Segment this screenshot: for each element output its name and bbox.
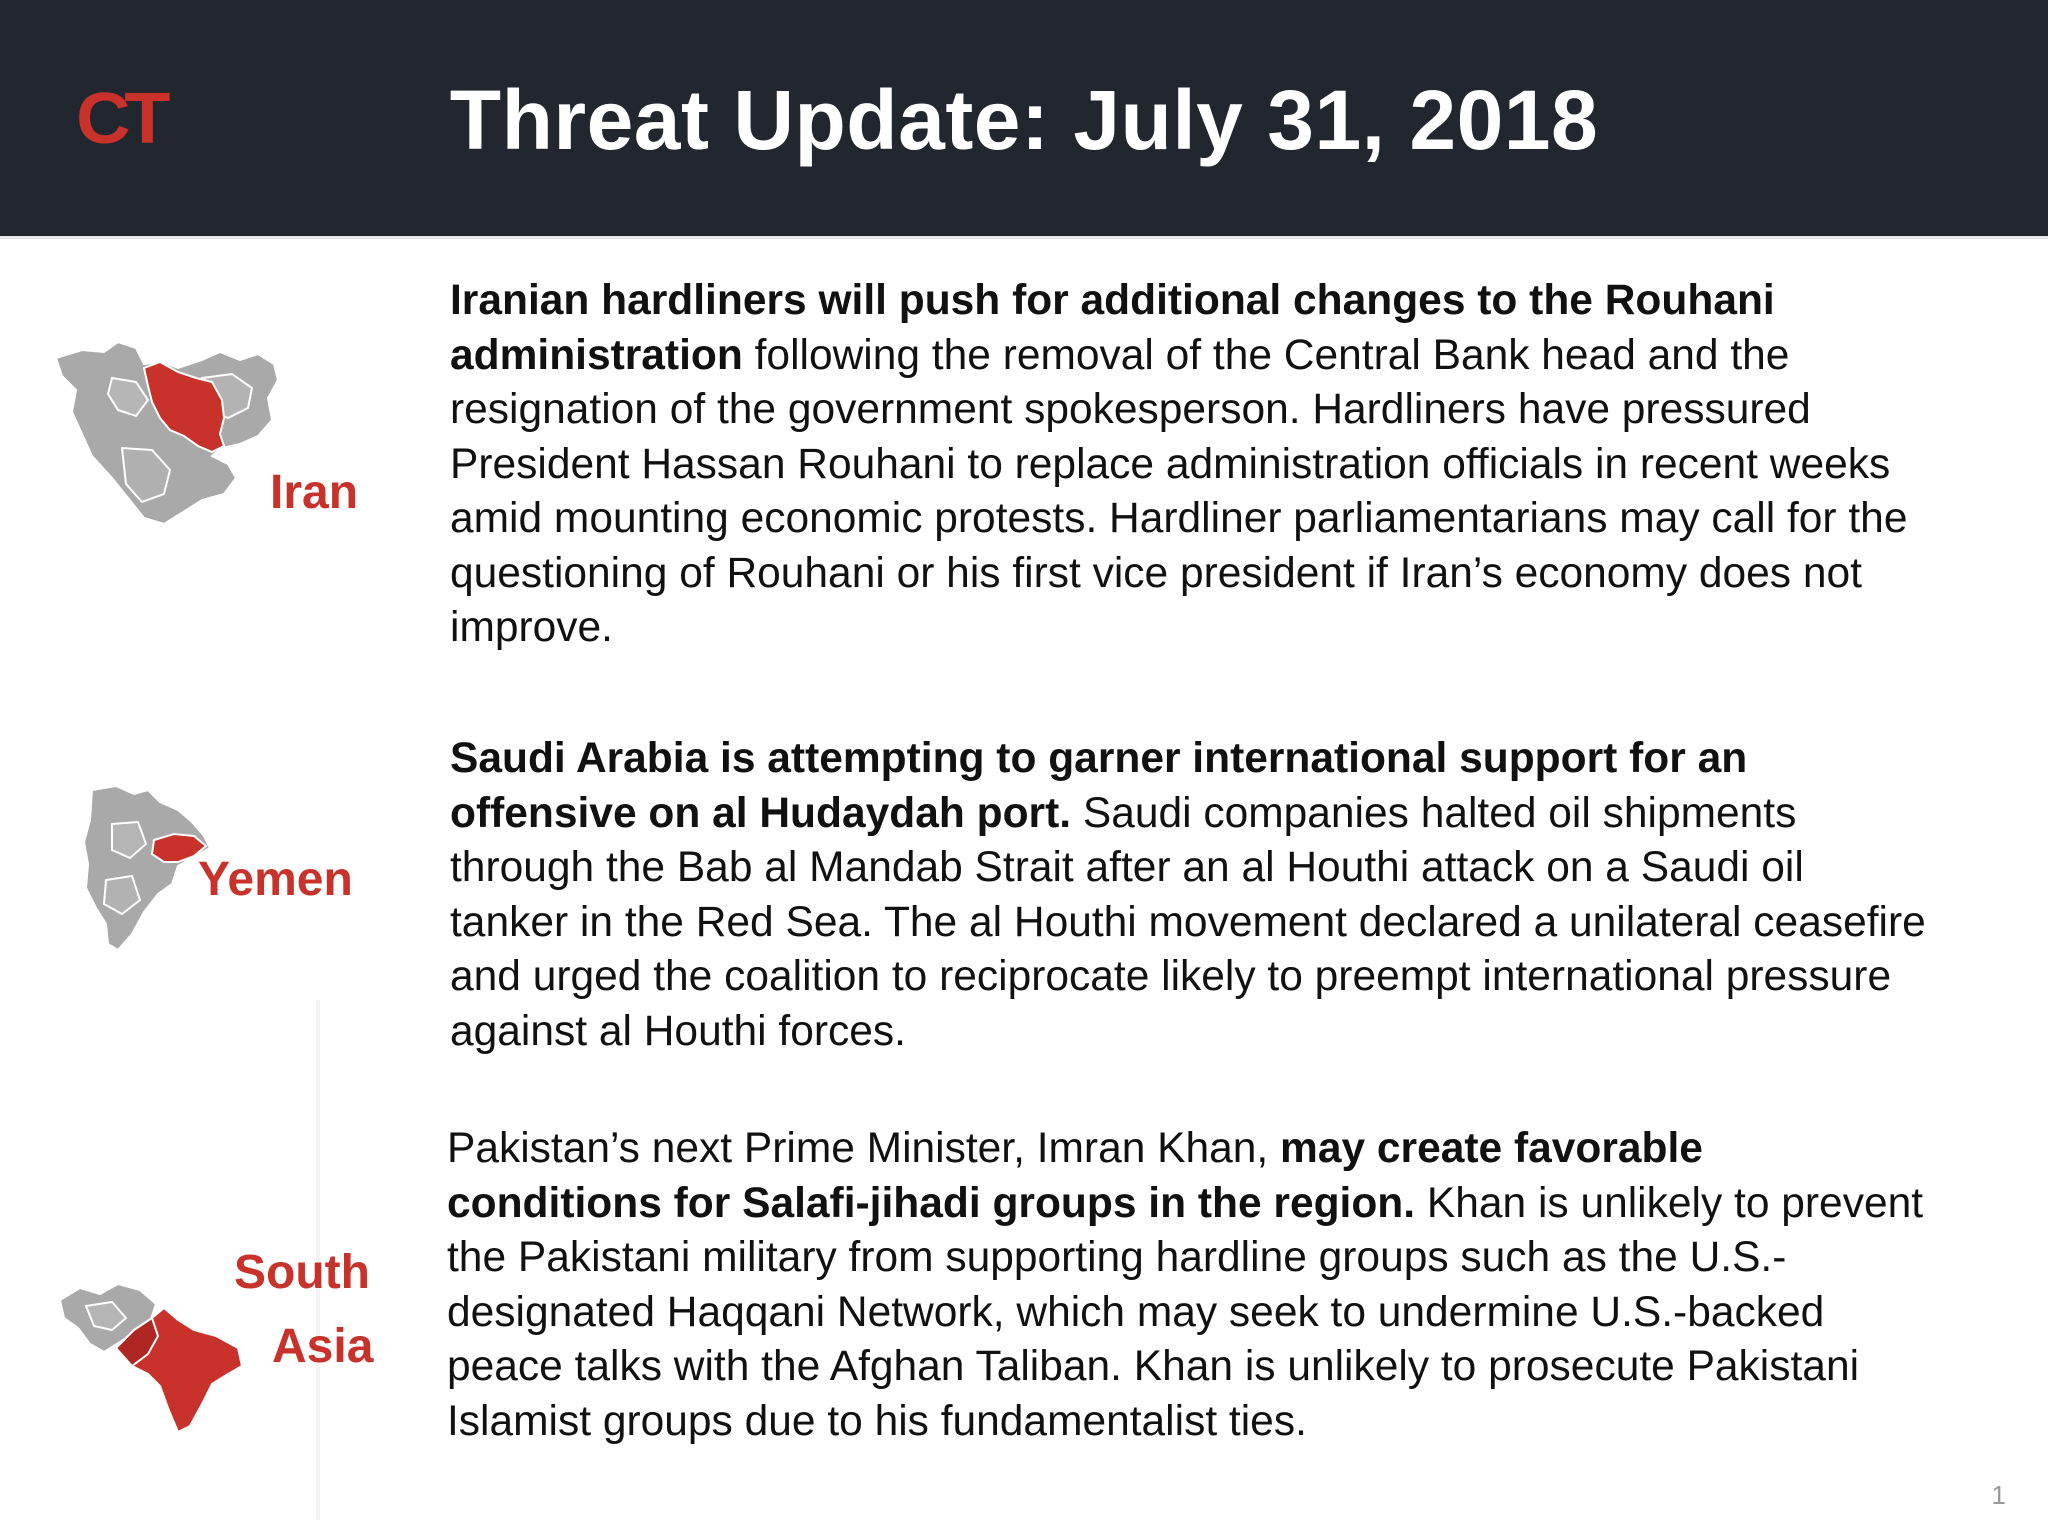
south-asia-bold: may create favorable conditions for Salafi-jihadi groups in the region. bbox=[447, 1125, 1703, 1227]
header-bar bbox=[0, 0, 2048, 236]
yemen-bold-lead: Saudi Arabia is attempting to garner international support for an offensive on al Hudaydah port. bbox=[450, 735, 1748, 837]
page-number: 1 bbox=[1991, 1480, 2006, 1510]
section-text-south-asia bbox=[447, 1122, 1927, 1449]
region-label-asia: Asia bbox=[272, 1320, 374, 1373]
south-asia-intro: Pakistan’s next Prime Minister, Imran Khan, bbox=[447, 1125, 1281, 1172]
page-title: Threat Update: July 31, 2018 bbox=[449, 73, 1599, 167]
iran-body: following the removal of the Central Bank head and the resignation of the government spokesperson. Hardliners have pressured President Hassan Rouhani to replace administration officials in recent weeks amid mounting economic protests. Hardliner parliamentarians may call for the questioning of Rouhani or his first vice president if Iran’s economy does not improve. bbox=[450, 331, 1908, 651]
region-label-yemen: Yemen bbox=[198, 853, 353, 906]
section-text-iran bbox=[450, 274, 1930, 656]
logo-text: CT bbox=[76, 79, 165, 159]
south-asia-map-highlight-icon bbox=[56, 1270, 256, 1440]
iran-bold-lead: Iranian hardliners will push for additional changes to the Rouhani administration bbox=[450, 277, 1775, 379]
region-label-south: South bbox=[234, 1246, 370, 1299]
yemen-body: Saudi companies halted oil shipments through the Bab al Mandab Strait after an al Houthi attack on a Saudi oil tanker in the Red Sea. The al Houthi movement declared a unilateral ceasefire and urged the coalition to reciprocate likely to preempt international pressure against al Houthi forces. bbox=[450, 789, 1926, 1055]
section-text-yemen bbox=[450, 732, 1930, 1059]
region-label-iran: Iran bbox=[270, 466, 359, 519]
south-asia-body: Khan is unlikely to prevent the Pakistani military from supporting hardline groups such as the U.S.-designated Haqqani Network, which may seek to undermine U.S.-backed peace talks with the Afghan Taliban. Khan is unlikely to prosecute Pakistani Islamist groups due to his fundamentalist ties. bbox=[447, 1179, 1924, 1445]
header-divider bbox=[0, 236, 2048, 239]
middle-east-map-iran-highlight-icon bbox=[52, 338, 287, 530]
